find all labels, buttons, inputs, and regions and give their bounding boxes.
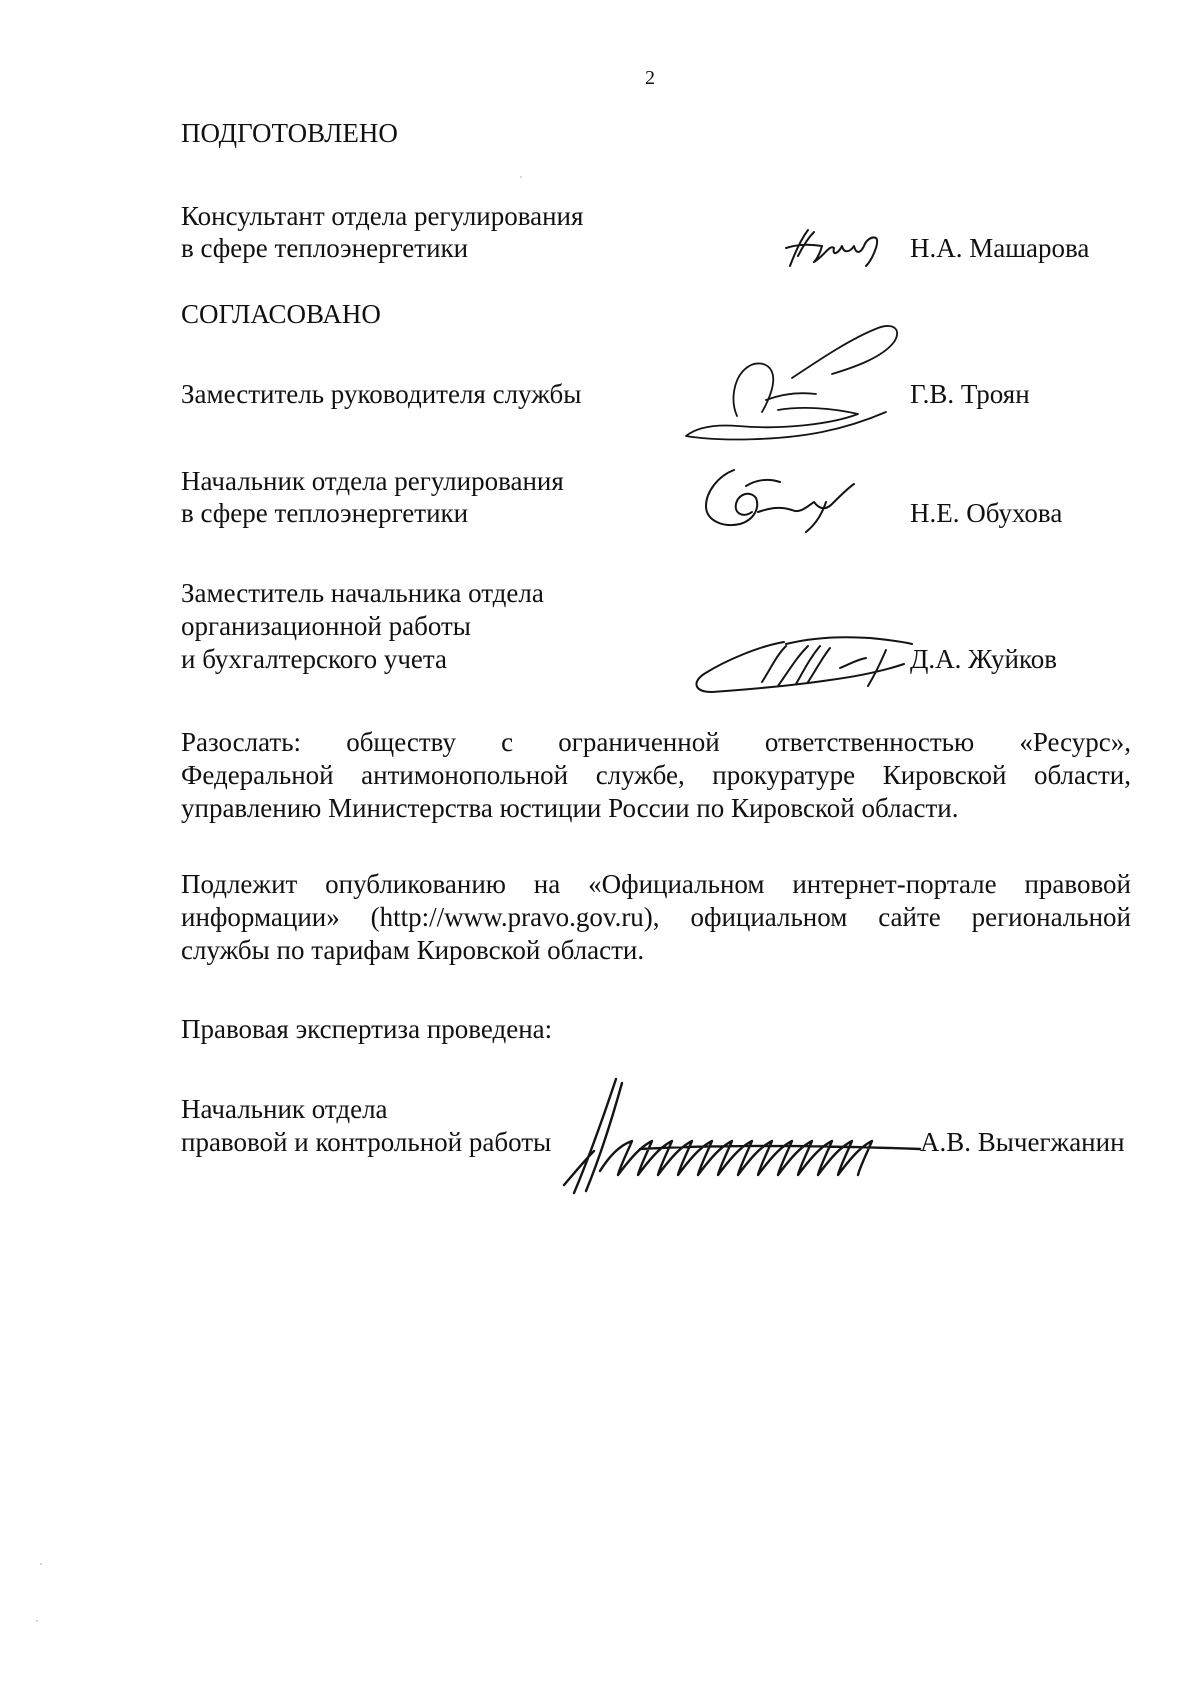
legal-review-position-line-1: Начальник отдела bbox=[181, 1094, 388, 1124]
agreed-signer-3-position-line-1: Заместитель начальника отдела bbox=[181, 578, 544, 608]
agreed-heading: СОГЛАСОВАНО bbox=[181, 299, 381, 329]
distribution-line-2: Федеральной антимонопольной службе, прокуратуре Кировской области, bbox=[181, 760, 1131, 790]
agreed-signer-3-position-line-3: и бухгалтерского учета bbox=[181, 644, 448, 674]
publication-line-2: информации» (http://www.pravo.gov.ru), официальном сайте региональной bbox=[181, 902, 1131, 932]
legal-review-text: Правовая экспертиза проведена: bbox=[181, 1014, 553, 1044]
distribution-line-1: Разослать: обществу с ограниченной ответственностью «Ресурс», bbox=[181, 727, 1131, 757]
agreed-signer-3-name: Д.А. Жуйков bbox=[910, 644, 1057, 674]
distribution-line-3: управлению Министерства юстиции России по Кировской области. bbox=[181, 793, 959, 823]
scan-speck bbox=[520, 176, 522, 178]
signature-masharova bbox=[780, 226, 890, 272]
scan-speck bbox=[40, 1563, 42, 1565]
prepared-position-line-1: Консультант отдела регулирования bbox=[181, 201, 584, 231]
legal-review-signer-name: А.В. Вычегжанин bbox=[920, 1127, 1125, 1157]
agreed-signer-3-position-line-2: организационной работы bbox=[181, 611, 471, 641]
agreed-signer-2-position-line-2: в сфере теплоэнергетики bbox=[181, 498, 469, 528]
signature-zhuikov bbox=[690, 620, 915, 700]
prepared-heading: ПОДГОТОВЛЕНО bbox=[181, 118, 398, 148]
prepared-signer-name: Н.А. Машарова bbox=[910, 233, 1090, 263]
page-number: 2 bbox=[645, 67, 655, 89]
agreed-signer-2-position-line-1: Начальник отдела регулирования bbox=[181, 466, 564, 496]
agreed-signer-1-position-line-1: Заместитель руководителя службы bbox=[181, 379, 582, 409]
scan-speck bbox=[36, 1620, 38, 1622]
signature-vychegzhanin bbox=[560, 1075, 925, 1200]
agreed-signer-1-name: Г.В. Троян bbox=[910, 379, 1030, 409]
signature-troyan bbox=[682, 308, 897, 448]
publication-block bbox=[181, 868, 1131, 967]
publication-line-3: службы по тарифам Кировской области. bbox=[181, 935, 645, 965]
publication-line-1: Подлежит опубликованию на «Официальном интернет-портале правовой bbox=[181, 869, 1131, 899]
agreed-signer-2-name: Н.Е. Обухова bbox=[910, 498, 1063, 528]
signature-obukhova bbox=[700, 462, 860, 536]
distribution-block bbox=[181, 726, 1131, 825]
legal-review-position-line-2: правовой и контрольной работы bbox=[181, 1127, 552, 1157]
prepared-position-line-2: в сфере теплоэнергетики bbox=[181, 233, 469, 263]
